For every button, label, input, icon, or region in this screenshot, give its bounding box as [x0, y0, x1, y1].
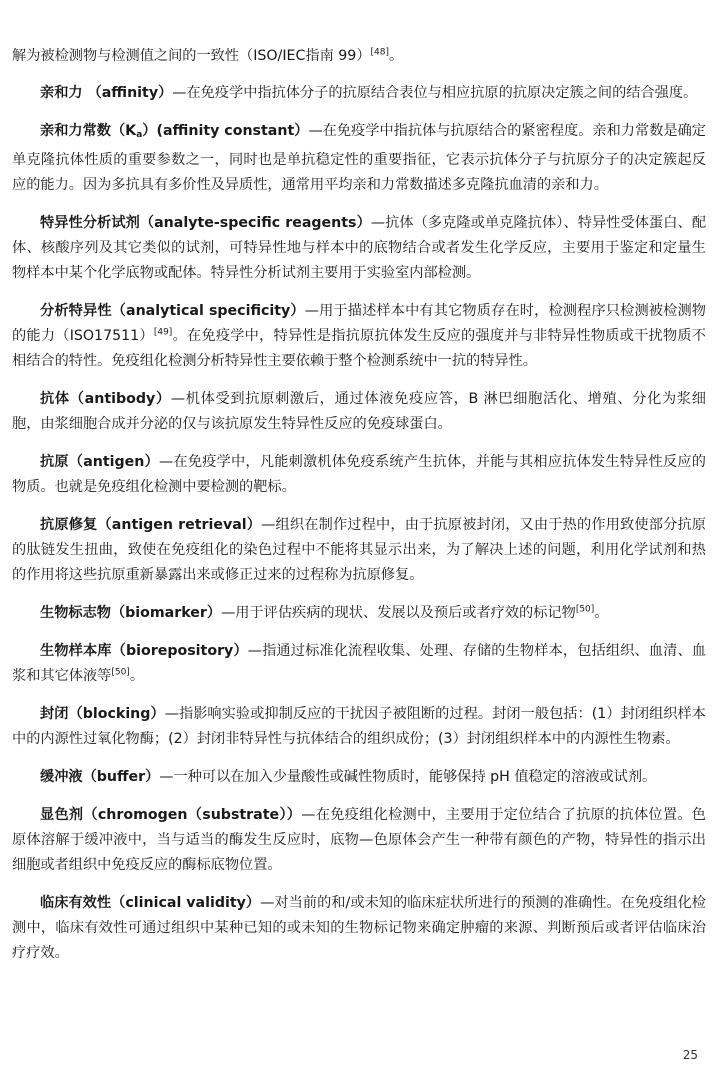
entry-body: —组织在制作过程中，由于抗原被封闭，又由于热的作用致使部分抗原的肽链发生扭曲，致使在免疫组化的染色过程中不能将其显示出来，为了解决上述的问题，利用化学试剂和热的作用将这些抗原重新暴露出来或修正过来的过程称为抗原修复。: [12, 517, 706, 583]
entry-body: —对当前的和/或未知的临床症状所进行的预测的准确性。在免疫组化检测中，临床有效性可通过组织中某种已知的或未知的生物标记物来确定肿瘤的来源、判断预后或者评估临床治疗疗效。: [12, 895, 706, 961]
glossary-entry-biorepository: [12, 639, 706, 689]
entry-term: 抗体（antibody）: [40, 391, 171, 407]
citation-ref: [48]: [370, 47, 389, 58]
entry-body: —在免疫学中指抗体分子的抗原结合表位与相应抗原的抗原决定簇之间的结合强度。: [172, 85, 698, 101]
entry-body: —在免疫学中指抗体与抗原结合的紧密程度。亲和力常数是确定单克隆抗体性质的重要参数之一，同时也是单抗稳定性的重要指征，它表示抗体分子与抗原分子的决定簇起反应的能力。因为多抗具有多价性及异质性，通常用平均亲和力常数描述多克隆抗血清的亲和力。: [12, 123, 706, 193]
glossary-entry-antigen-retrieval: [12, 513, 706, 588]
entry-body: —指通过标准化流程收集、处理、存储的生物样本，包括组织、血清、血浆和其它体液等: [12, 643, 706, 684]
entry-tail: 。: [594, 605, 609, 621]
entry-body: —在免疫组化检测中，主要用于定位结合了抗原的抗体位置。色原体溶解于缓冲液中，当与适当的酶发生反应时，底物—色原体会产生一种带有颜色的产物，特异性的指示出细胞或者组织中免疫反应的酶标底物位置。: [12, 807, 706, 873]
entry-body: —用于评估疾病的现状、发展以及预后或者疗效的标记物: [221, 605, 576, 621]
citation-ref: [49]: [153, 327, 173, 338]
entry-term: 显色剂（chromogen（substrate））: [40, 807, 302, 823]
entry-body: —指影响实验或抑制反应的干扰因子被阻断的过程。封闭一般包括：(1）封闭组织样本中的内源性过氧化物酶；(2）封闭非特异性与抗体结合的组织成份；(3）封闭组织样本中的内源性生物素。: [12, 706, 706, 747]
entry-term: 分析特异性（analytical specificity）: [40, 303, 305, 319]
glossary-entry-antigen: [12, 450, 706, 500]
glossary-entry-biomarker: [12, 601, 706, 626]
glossary-entry-affinity: [12, 81, 706, 106]
glossary-entry-clinical-validity: [12, 891, 706, 966]
entry-tail: 。: [129, 668, 145, 684]
entry-term-subscript: a: [136, 130, 143, 140]
entry-term: 亲和力 （affinity）: [40, 85, 173, 101]
intro-tail: 。: [389, 48, 404, 64]
entry-term: 抗原修复（antigen retrieval）: [40, 517, 262, 533]
entry-term: 生物样本库（biorepository）: [40, 643, 248, 659]
page-number: 25: [682, 1048, 698, 1062]
entry-term: 缓冲液（buffer）: [40, 769, 160, 785]
intro-text: 解为被检测物与检测值之间的一致性（ISO/IEC指南 99）: [12, 48, 371, 64]
entry-body: —在免疫学中，凡能刺激机体免疫系统产生抗体，并能与其相应抗体发生特异性反应的物质。也就是免疫组化检测中要检测的靶标。: [12, 454, 706, 495]
entry-term: 临床有效性（clinical validity）: [40, 895, 261, 911]
entry-body-continued: 。在免疫学中，特异性是指抗原抗体发生反应的强度并与非特异性物质或干扰物质不相结合的特性。免疫组化检测分析特异性主要依赖于整个检测系统中一抗的特异性。: [12, 328, 706, 369]
glossary-entry-analyte-specific-reagents: [12, 211, 706, 286]
entry-body: —机体受到抗原刺激后，通过体液免疫应答，B 淋巴细胞活化、增殖、分化为浆细胞，由浆细胞合成并分泌的仅与该抗原发生特异性反应的免疫球蛋白。: [12, 391, 706, 432]
citation-ref: [50]: [575, 604, 595, 615]
entry-term: 封闭（blocking）: [40, 706, 165, 722]
glossary-entry-blocking: [12, 702, 706, 752]
entry-term: 抗原（antigen）: [40, 454, 160, 470]
glossary-entry-buffer: [12, 765, 706, 790]
glossary-entry-analytical-specificity: [12, 299, 706, 374]
intro-paragraph: [12, 44, 706, 69]
entry-term: 特异性分析试剂（analyte-specific reagents）: [40, 215, 371, 231]
citation-ref: [50]: [111, 667, 130, 678]
entry-term: 生物标志物（biomarker）: [40, 605, 222, 621]
glossary-entry-antibody: [12, 387, 706, 437]
entry-body: —抗体（多克隆或单克隆抗体）、特异性受体蛋白、配体、核酸序列及其它类似的试剂，可特异性地与样本中的底物结合或者发生化学反应，主要用于鉴定和定量生物样本中某个化学底物或配体。特异性分析试剂主要用于实验室内部检测。: [12, 215, 707, 281]
glossary-entry-affinity-constant: [12, 119, 706, 198]
entry-term-part: ）(affinity constant）: [142, 123, 309, 139]
glossary-entry-chromogen: [12, 803, 706, 878]
entry-body: —用于描述样本中有其它物质存在时，检测程序只检测被检测物的能力（ISO17511）: [12, 303, 706, 344]
entry-term-part: 亲和力常数（K: [40, 123, 137, 139]
entry-body: —一种可以在加入少量酸性或碱性物质时，能够保持 pH 值稳定的溶液或试剂。: [159, 769, 657, 785]
entry-term: [40, 123, 308, 139]
